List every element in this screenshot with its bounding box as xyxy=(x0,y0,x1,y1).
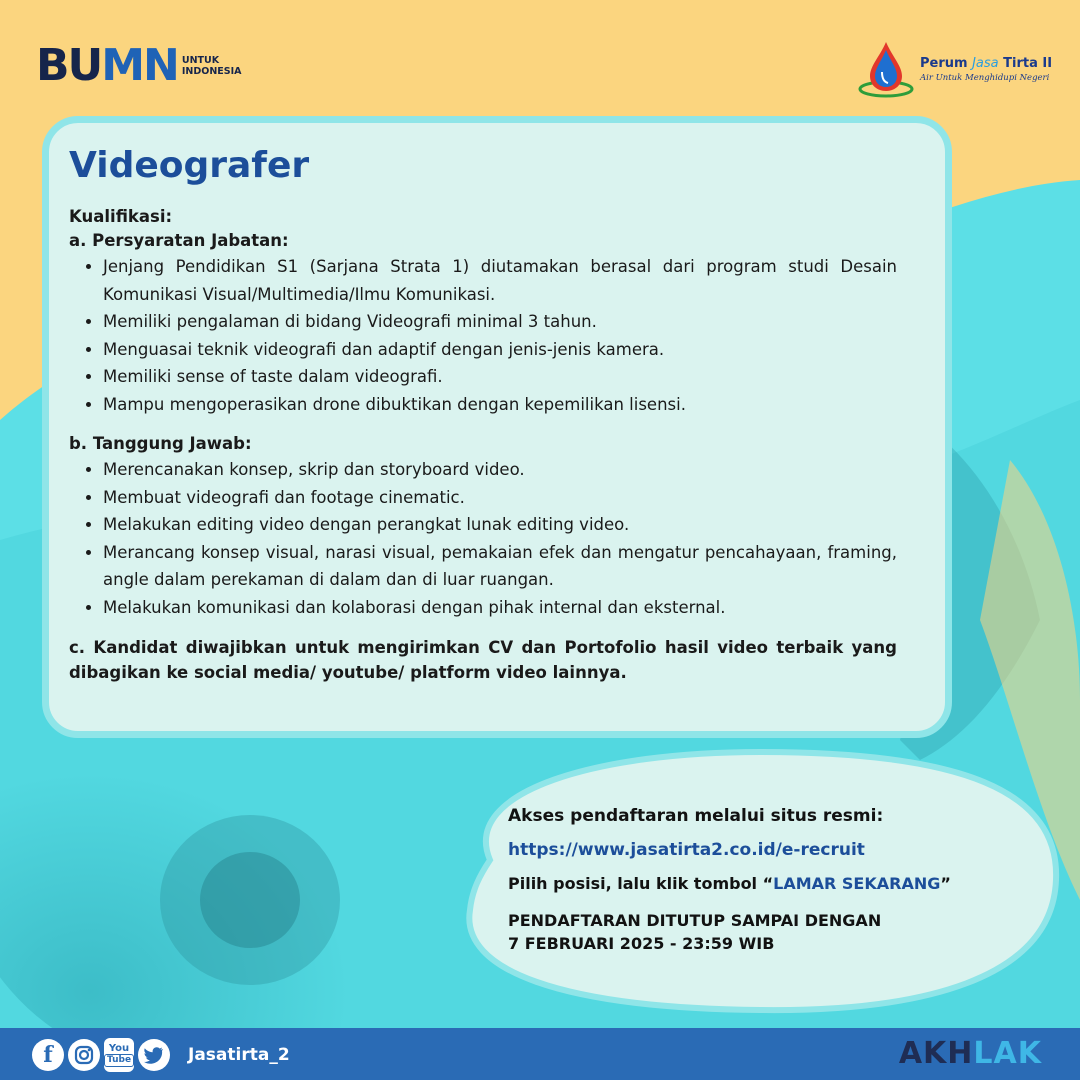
portfolio-requirement: c. Kandidat diwajibkan untuk mengirimkan CV dan Portofolio hasil video terbaik yang dibagikan ke social media/ youtube/ platform video lainnya. xyxy=(69,638,897,682)
list-item: • Melakukan komunikasi dan kolaborasi dengan pihak internal dan eksternal. xyxy=(103,594,897,622)
apply-button-name: LAMAR SEKARANG xyxy=(773,874,941,893)
registration-intro: Akses pendaftaran melalui situs resmi: xyxy=(508,806,884,826)
requirements-list xyxy=(69,253,897,418)
registration-link[interactable]: https://www.jasatirta2.co.id/e-recruit xyxy=(508,840,865,860)
bumn-logo-mark: BUMN xyxy=(36,40,178,91)
requirements-heading: a. Persyaratan Jabatan: xyxy=(69,231,289,250)
list-item: • Merencanakan konsep, skrip dan storyboard video. xyxy=(103,456,897,484)
job-title: Videografer xyxy=(69,145,310,186)
job-description-card xyxy=(42,116,952,738)
facebook-icon[interactable]: f xyxy=(32,1039,64,1071)
list-item: • Melakukan editing video dengan perangkat lunak editing video. xyxy=(103,511,897,539)
youtube-icon[interactable]: You Tube xyxy=(104,1038,134,1072)
bumn-logo xyxy=(36,40,242,91)
list-item: • Memiliki pengalaman di bidang Videografi minimal 3 tahun. xyxy=(103,308,897,336)
list-item: • Membuat videografi dan footage cinematic. xyxy=(103,484,897,512)
registration-instruction: Pilih posisi, lalu klik tombol “LAMAR SEKARANG” xyxy=(508,874,951,893)
list-item: • Memiliki sense of taste dalam videografi. xyxy=(103,363,897,391)
social-links xyxy=(32,1038,290,1072)
footer-bar xyxy=(0,1028,1080,1080)
qualification-heading: Kualifikasi: xyxy=(69,207,173,226)
social-handle: Jasatirta_2 xyxy=(188,1045,290,1065)
twitter-icon[interactable] xyxy=(138,1039,170,1071)
registration-info xyxy=(508,805,1028,955)
responsibilities-list xyxy=(69,456,897,621)
registration-deadline: PENDAFTARAN DITUTUP SAMPAI DENGAN 7 FEBRUARI 2025 - 23:59 WIB xyxy=(508,911,882,953)
water-drop-icon xyxy=(858,40,914,98)
instagram-icon[interactable] xyxy=(68,1039,100,1071)
jasa-tirta-tagline: Air Untuk Menghidupi Negeri xyxy=(920,72,1050,83)
jasa-tirta-name: Perum Jasa Tirta II xyxy=(920,55,1053,71)
list-item: • Jenjang Pendidikan S1 (Sarjana Strata 1) diutamakan berasal dari program studi Desain Komunikasi Visual/Multimedia/Ilmu Komunikasi. xyxy=(103,253,897,308)
list-item: • Mampu mengoperasikan drone dibuktikan dengan kepemilikan lisensi. xyxy=(103,391,897,419)
akhlak-logo: AKHLAK xyxy=(898,1036,1042,1071)
list-item: • Merancang konsep visual, narasi visual, pemakaian efek dan mengatur pencahayaan, framing, angle dalam perekaman di dalam dan di luar ruangan. xyxy=(103,539,897,594)
responsibilities-heading: b. Tanggung Jawab: xyxy=(69,434,252,453)
list-item: • Menguasai teknik videografi dan adaptif dengan jenis-jenis kamera. xyxy=(103,336,897,364)
jasa-tirta-logo xyxy=(858,40,1052,98)
bumn-logo-subtitle: UNTUK INDONESIA xyxy=(181,55,242,77)
